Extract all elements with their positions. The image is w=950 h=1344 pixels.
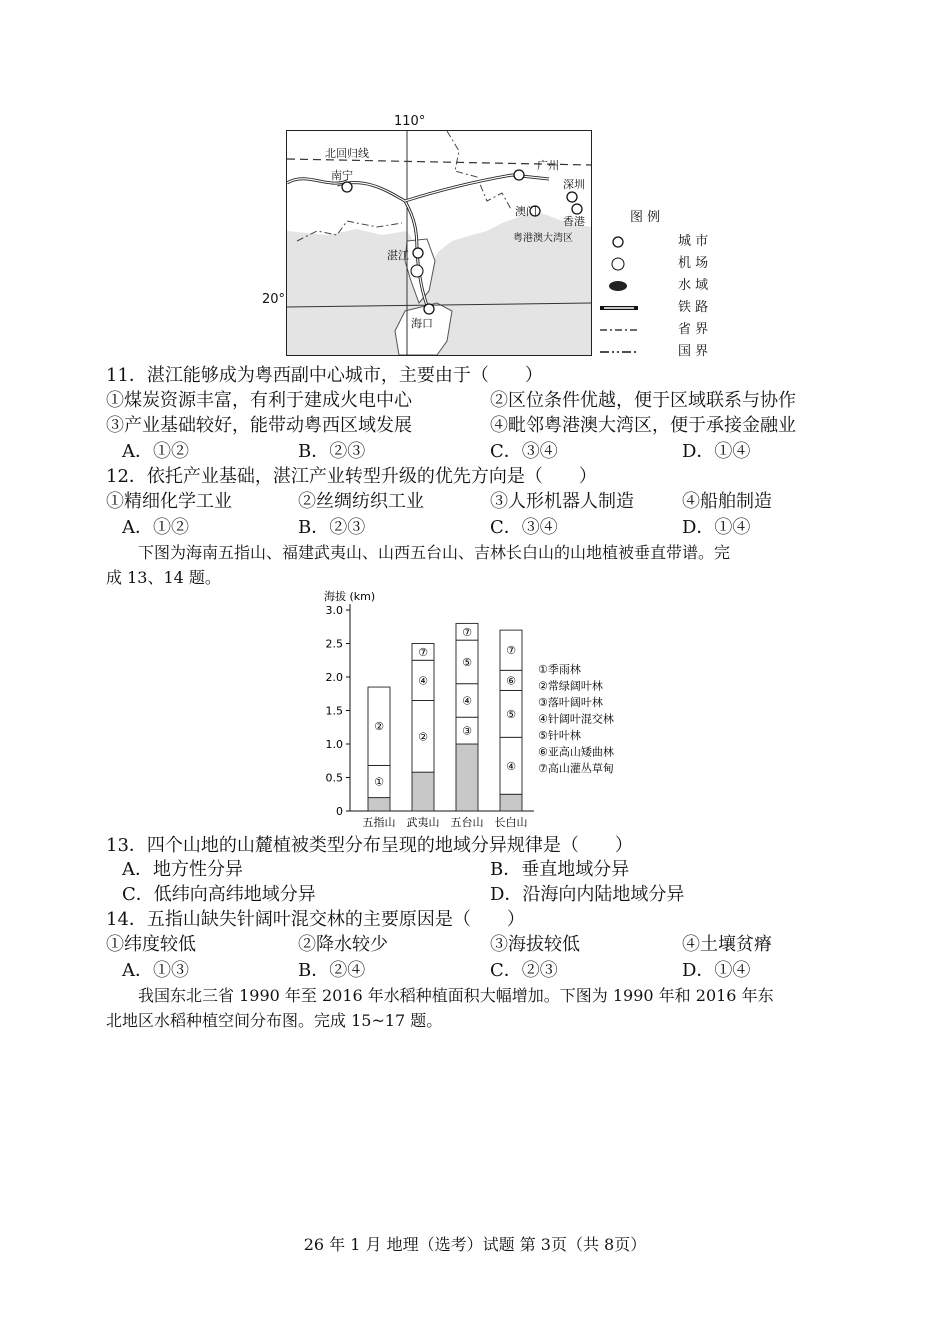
intro13-line2: 成 13、14 题。 xyxy=(106,568,221,587)
bar-segment-label: ② xyxy=(374,720,384,734)
bar-segment-label: ⑦ xyxy=(418,645,428,659)
guangzhou-label: 广州 xyxy=(537,159,559,172)
bar-segment-label: ⑦ xyxy=(462,625,472,639)
province-boundary xyxy=(447,131,512,211)
legend-railway-label: 铁 路 xyxy=(678,300,709,315)
hongkong-label: 香港 xyxy=(563,215,585,228)
macau-label: 澳门 xyxy=(515,205,537,218)
bar-segment-label: ④ xyxy=(506,759,516,773)
q12-choice-c[interactable]: C．③④ xyxy=(490,517,558,538)
chart-legend-item: ①季雨林 xyxy=(538,663,581,676)
location-map xyxy=(286,130,592,356)
q14-choice-c[interactable]: C．②③ xyxy=(490,960,558,981)
q11-opt4: ④毗邻粤港澳大湾区，便于承接金融业 xyxy=(490,415,796,436)
vegetation-zone-chart xyxy=(318,588,638,828)
q11-opt1: ①煤炭资源丰富，有利于建成火电中心 xyxy=(106,390,412,411)
bar-segment-label: ① xyxy=(374,775,384,789)
legend-province-label: 省 界 xyxy=(678,322,709,337)
legend-city xyxy=(598,230,708,250)
legend-water xyxy=(598,274,708,294)
q14-choice-d[interactable]: D．①④ xyxy=(682,960,751,981)
legend-water-label: 水 域 xyxy=(678,278,709,293)
legend-title: 图 例 xyxy=(630,210,661,225)
tropic-label: 北回归线 xyxy=(325,147,369,160)
q12-choice-d[interactable]: D．①④ xyxy=(682,517,751,538)
bar-segment-label: ④ xyxy=(462,694,472,708)
y-tick-label: 1.5 xyxy=(325,704,343,718)
y-tick-label: 1.0 xyxy=(325,738,343,751)
x-category-label: 长白山 xyxy=(494,816,528,828)
zhanjiang-label: 湛江 xyxy=(387,249,409,262)
city-shenzhen-marker xyxy=(567,192,577,202)
y-tick-label: 0 xyxy=(336,805,343,818)
intro15-line1: 我国东北三省 1990 年至 2016 年水稻种植面积大幅增加。下图为 1990 年和 2016 年东 xyxy=(138,986,774,1005)
q12-opt1: ①精细化学工业 xyxy=(106,491,232,512)
nanning-label: 南宁 xyxy=(331,169,353,182)
q12-stem: 12．依托产业基础，湛江产业转型升级的优先方向是（ ） xyxy=(106,466,597,487)
bar-segment-label: ② xyxy=(418,730,428,744)
city-haikou-marker xyxy=(424,304,434,314)
y-tick-label: 2.0 xyxy=(325,671,343,684)
railway-2-inner xyxy=(405,175,549,201)
haikou-label: 海口 xyxy=(411,317,433,330)
q13-choice-b[interactable]: B．垂直地域分异 xyxy=(490,859,630,880)
q12-opt2: ②丝绸纺织工业 xyxy=(298,491,424,512)
q11-opt3: ③产业基础较好，能带动粤西区域发展 xyxy=(106,415,412,436)
bar-segment-label: ⑤ xyxy=(462,655,472,669)
q14-opt3: ③海拔较低 xyxy=(490,934,580,955)
y-tick-label: 0.5 xyxy=(325,771,343,785)
q11-stem: 11．湛江能够成为粤西副中心城市，主要由于（ ） xyxy=(106,365,543,386)
y-tick-label: 2.5 xyxy=(325,637,343,651)
q11-opt2: ②区位条件优越，便于区域联系与协作 xyxy=(490,390,796,411)
bayarea-label: 粤港澳大湾区 xyxy=(513,233,573,244)
intro13-line1: 下图为海南五指山、福建武夷山、山西五台山、吉林长白山的山地植被垂直带谱。完 xyxy=(138,543,731,562)
q14-opt1: ①纬度较低 xyxy=(106,934,196,955)
q14-opt4: ④土壤贫瘠 xyxy=(682,934,772,955)
q14-choice-a[interactable]: A．①③ xyxy=(122,960,189,981)
intro15-line2: 北地区水稻种植空间分布图。完成 15~17 题。 xyxy=(106,1011,443,1030)
bar-segment xyxy=(368,798,390,811)
city-guangzhou-marker xyxy=(514,170,524,180)
chart-legend-item: ⑥亚高山矮曲林 xyxy=(538,745,614,759)
shenzhen-label: 深圳 xyxy=(563,178,585,191)
chart-legend-item: ②常绿阔叶林 xyxy=(538,679,603,693)
bar-segment xyxy=(456,744,478,811)
bar-segment-label: ⑤ xyxy=(506,707,516,721)
chart-legend-item: ④针阔叶混交林 xyxy=(538,712,614,726)
airport-marker xyxy=(411,265,423,277)
q13-choice-c[interactable]: C．低纬向高纬地域分异 xyxy=(122,884,316,905)
q12-choice-a[interactable]: A．①② xyxy=(122,517,189,538)
chart-legend-item: ⑦高山灌丛草甸 xyxy=(538,762,614,775)
q12-choice-b[interactable]: B．②③ xyxy=(298,517,366,538)
railway-2 xyxy=(405,175,549,201)
q11-choice-d[interactable]: D．①④ xyxy=(682,441,751,462)
x-category-label: 武夷山 xyxy=(406,816,440,828)
map-meridian-label: 110° xyxy=(394,114,426,129)
legend-railway xyxy=(598,296,708,316)
map-parallel-label: 20° xyxy=(262,292,286,307)
q13-stem: 13．四个山地的山麓植被类型分布呈现的地域分异规律是（ ） xyxy=(106,835,633,856)
x-category-label: 五台山 xyxy=(450,816,484,828)
q12-opt3: ③人形机器人制造 xyxy=(490,491,634,512)
y-tick-label: 3.0 xyxy=(325,604,343,617)
q14-choice-b[interactable]: B．②④ xyxy=(298,960,366,981)
bar-segment-label: ⑦ xyxy=(506,644,516,658)
q14-opt2: ②降水较少 xyxy=(298,934,388,955)
chart-ylabel: 海拔 (km) xyxy=(324,590,376,603)
chart-legend-item: ③落叶阔叶林 xyxy=(538,696,603,709)
city-zhanjiang-marker xyxy=(413,248,423,258)
bar-segment-label: ③ xyxy=(462,724,472,738)
legend-national-label: 国 界 xyxy=(678,344,709,359)
legend-airport-label: 机 场 xyxy=(678,256,709,271)
legend-airport xyxy=(598,252,708,272)
q12-opt4: ④船舶制造 xyxy=(682,491,772,512)
q11-choice-a[interactable]: A．①② xyxy=(122,441,189,462)
bar-segment-label: ④ xyxy=(418,674,428,688)
legend-province xyxy=(598,318,708,338)
legend-national xyxy=(598,340,708,360)
bar-segment-label: ⑥ xyxy=(506,674,516,688)
bar-segment xyxy=(500,794,522,811)
x-category-label: 五指山 xyxy=(362,816,396,828)
q14-stem: 14．五指山缺失针阔叶混交林的主要原因是（ ） xyxy=(106,909,525,930)
bar-segment xyxy=(412,772,434,811)
q13-choice-d[interactable]: D．沿海向内陆地域分异 xyxy=(490,884,685,905)
city-nanning-marker xyxy=(342,182,352,192)
legend-city-label: 城 市 xyxy=(678,234,709,249)
page-footer: 26 年 1 月 地理（选考）试题 第 3页（共 8页） xyxy=(303,1235,647,1254)
q13-choice-a[interactable]: A．地方性分异 xyxy=(122,859,243,880)
chart-legend-item: ⑤针叶林 xyxy=(538,729,581,742)
q11-choice-b[interactable]: B．②③ xyxy=(298,441,366,462)
q11-choice-c[interactable]: C．③④ xyxy=(490,441,558,462)
